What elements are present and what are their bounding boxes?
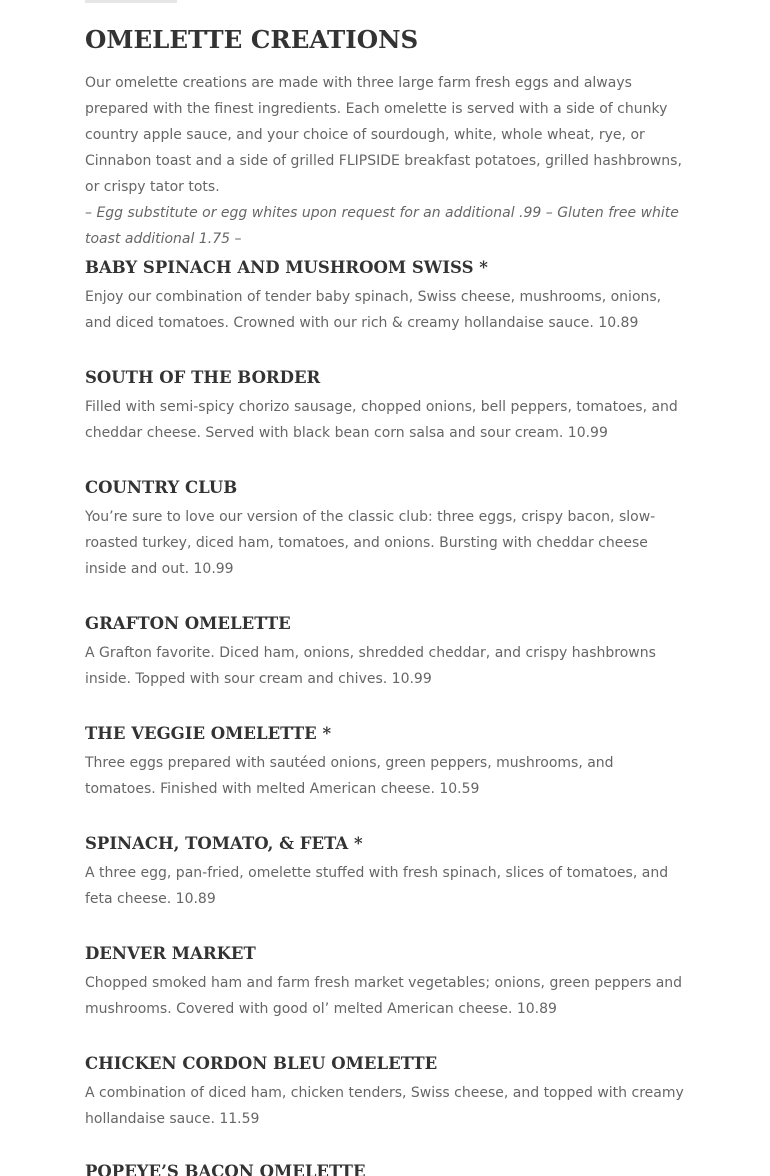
top-divider xyxy=(85,0,177,3)
menu-item xyxy=(85,612,685,692)
menu-item-name: DENVER MARKET xyxy=(85,944,256,963)
menu-item-description: A combination of diced ham, chicken tenders, Swiss cheese, and topped with creamy hollandaise sauce. 11.59 xyxy=(85,1085,684,1127)
menu-item-name: POPEYE’S BACON OMELETTE xyxy=(85,1162,366,1176)
menu-item-description: You’re sure to love our version of the classic club: three eggs, crispy bacon, slow-roasted turkey, diced ham, tomatoes, and onions. Bursting with cheddar cheese inside and out. 10.99 xyxy=(85,509,656,577)
menu-item-description: A three egg, pan-fried, omelette stuffed with fresh spinach, slices of tomatoes, and feta cheese. 10.89 xyxy=(85,865,669,907)
menu-item-name: SPINACH, TOMATO, & FETA * xyxy=(85,834,363,853)
menu-item xyxy=(85,722,685,802)
menu-item-description: Enjoy our combination of tender baby spinach, Swiss cheese, mushrooms, onions, and diced tomatoes. Crowned with our rich & creamy hollandaise sauce. 10.89 xyxy=(85,289,662,331)
menu-item xyxy=(85,366,685,446)
menu-item-name: THE VEGGIE OMELETTE * xyxy=(85,724,332,743)
menu-item-description: A Grafton favorite. Diced ham, onions, shredded cheddar, and crispy hashbrowns inside. Topped with sour cream and chives. 10.99 xyxy=(85,645,656,687)
menu-item-name: CHICKEN CORDON BLEU OMELETTE xyxy=(85,1054,438,1073)
menu-item xyxy=(85,1160,685,1176)
section-intro: Our omelette creations are made with three large farm fresh eggs and always prepared with the finest ingredients. Each omelette is served with a side of chunky country apple sauce, and your choice of sourdough, white, whole wheat, rye, or Cinnabon toast and a side of grilled FLIPSIDE breakfast potatoes, grilled hashbrowns, or crispy tator tots. xyxy=(85,75,682,195)
section-title: OMELETTE CREATIONS xyxy=(85,25,419,54)
menu-item xyxy=(85,942,685,1022)
menu-item-name: SOUTH OF THE BORDER xyxy=(85,368,321,387)
section-note: – Egg substitute or egg whites upon request for an additional .99 – Gluten free white toast additional 1.75 – xyxy=(85,205,679,247)
menu-item-description: Chopped smoked ham and farm fresh market vegetables; onions, green peppers and mushrooms. Covered with good ol’ melted American cheese. 10.89 xyxy=(85,975,683,1017)
menu-item xyxy=(85,832,685,912)
menu-item xyxy=(85,476,685,582)
omelette-section xyxy=(85,24,685,1176)
menu-item xyxy=(85,256,685,336)
menu-item-name: GRAFTON OMELETTE xyxy=(85,614,291,633)
menu-item-name: BABY SPINACH AND MUSHROOM SWISS * xyxy=(85,258,488,277)
menu-item-description: Filled with semi-spicy chorizo sausage, chopped onions, bell peppers, tomatoes, and cheddar cheese. Served with black bean corn salsa and sour cream. 10.99 xyxy=(85,399,678,441)
menu-item-name: COUNTRY CLUB xyxy=(85,478,238,497)
menu-item-description: Three eggs prepared with sautéed onions, green peppers, mushrooms, and tomatoes. Finished with melted American cheese. 10.59 xyxy=(85,755,614,797)
menu-item xyxy=(85,1052,685,1132)
